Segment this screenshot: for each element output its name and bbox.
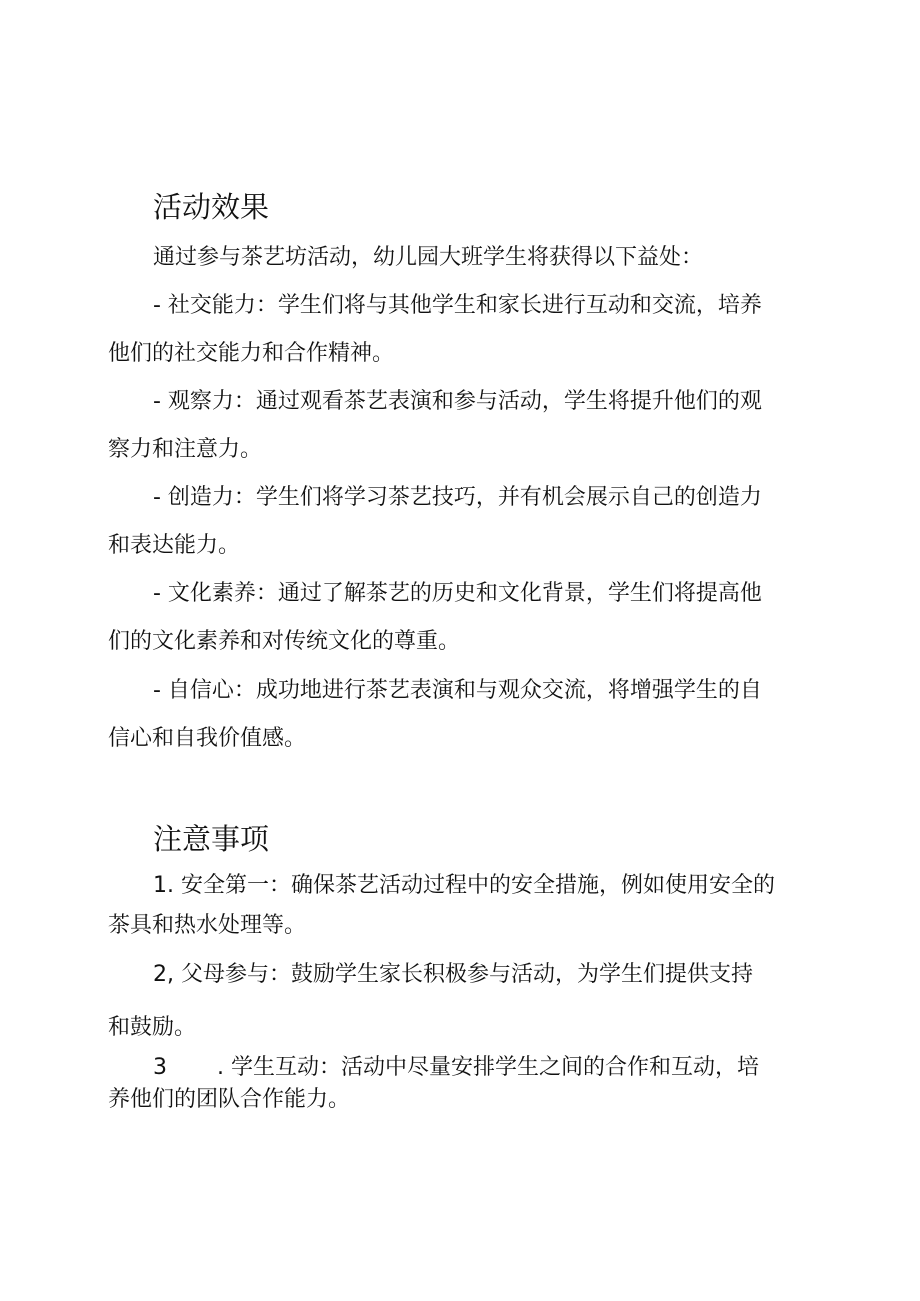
- precaution-safety-line1: 1. 安全第一：确保茶艺活动过程中的安全措施，例如使用安全的: [153, 873, 775, 898]
- precaution-parents-line1: 2, 父母参与：鼓励学生家长积极参与活动，为学生们提供支持: [153, 962, 753, 987]
- benefit-observation-line1: - 观察力：通过观看茶艺表演和参与活动，学生将提升他们的观: [153, 389, 762, 414]
- benefit-social-line2: 他们的社交能力和合作精神。: [108, 341, 395, 366]
- precaution-interaction-text: . 学生互动：活动中尽量安排学生之间的合作和互动，培: [217, 1055, 759, 1080]
- benefit-creativity-line2: 和表达能力。: [108, 533, 241, 558]
- intro-paragraph: 通过参与茶艺坊活动，幼儿园大班学生将获得以下益处：: [153, 245, 704, 270]
- benefit-social-line1: - 社交能力：学生们将与其他学生和家长进行互动和交流，培养: [153, 293, 762, 318]
- benefit-confidence-line1: - 自信心：成功地进行茶艺表演和与观众交流，将增强学生的自: [153, 678, 762, 703]
- precaution-interaction-line1: [153, 1055, 759, 1081]
- benefit-confidence-line2: 信心和自我价值感。: [108, 726, 307, 751]
- precaution-interaction-line2: 养他们的团队合作能力。: [108, 1087, 351, 1112]
- precaution-safety-line2: 茶具和热水处理等。: [108, 913, 307, 938]
- section-title-precautions: 注意事项: [153, 822, 270, 856]
- benefit-creativity-line1: - 创造力：学生们将学习茶艺技巧，并有机会展示自己的创造力: [153, 485, 762, 510]
- benefit-culture-line2: 们的文化素养和对传统文化的尊重。: [108, 629, 461, 654]
- precaution-parents-line2: 和鼓励。: [108, 1015, 197, 1040]
- section-title-activity-effects: 活动效果: [153, 190, 270, 224]
- benefit-culture-line1: - 文化素养：通过了解茶艺的历史和文化背景，学生们将提高他: [153, 581, 762, 606]
- benefit-observation-line2: 察力和注意力。: [108, 437, 263, 462]
- precaution-interaction-number: 3: [153, 1055, 167, 1080]
